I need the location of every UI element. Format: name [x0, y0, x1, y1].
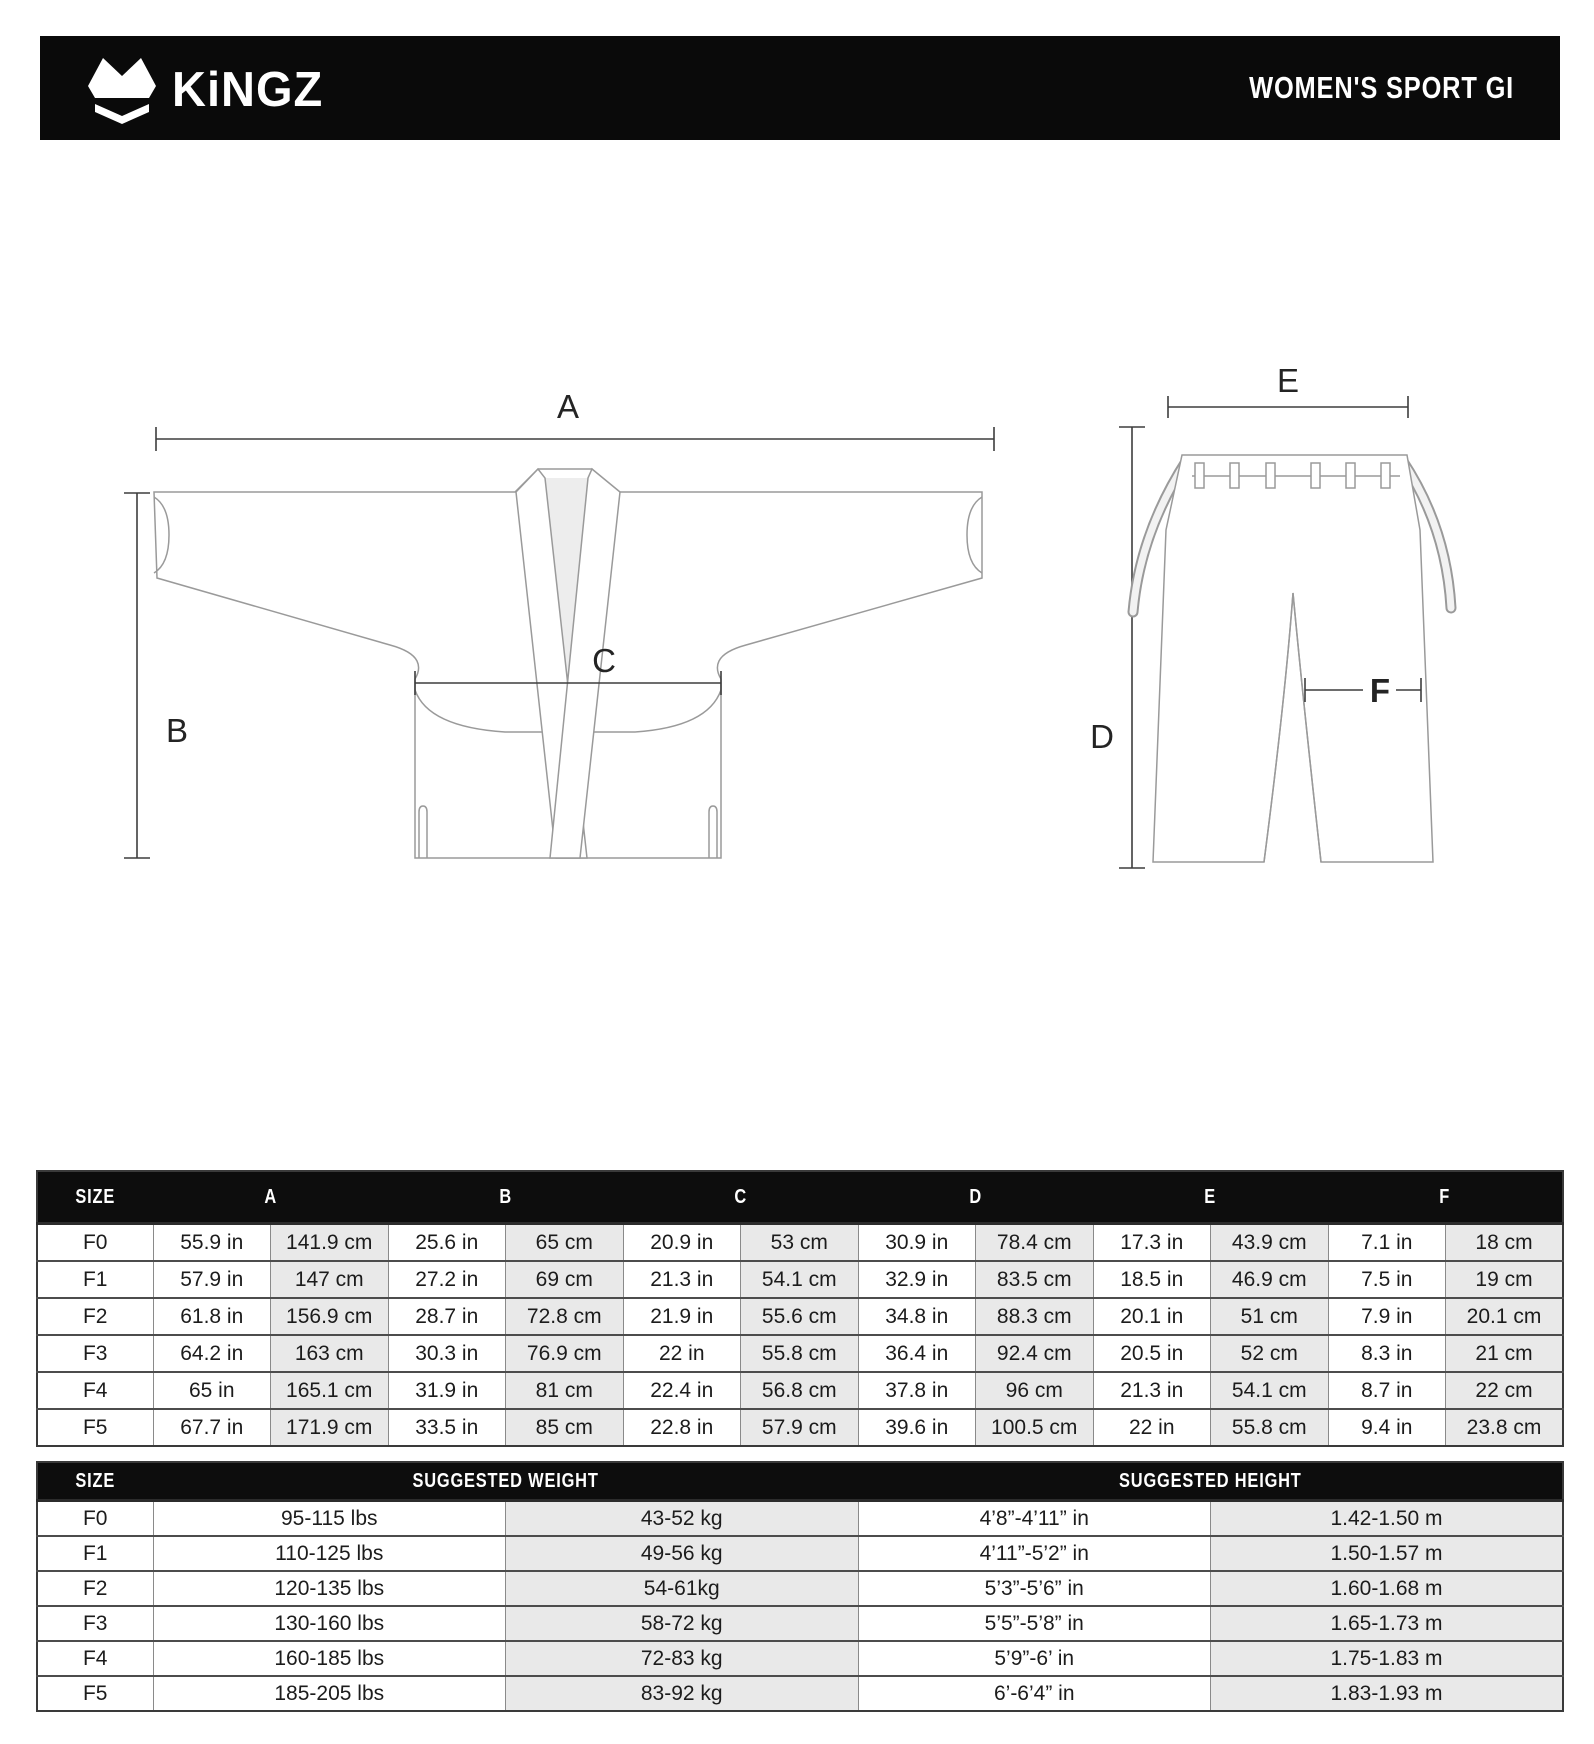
- value-cell: 43.9 cm: [1211, 1224, 1329, 1262]
- value-cell: 57.9 cm: [741, 1409, 859, 1446]
- col-header-e: E: [1093, 1171, 1328, 1224]
- size-cell: F1: [37, 1536, 153, 1571]
- value-cell: 9.4 in: [1328, 1409, 1446, 1446]
- value-cell: 156.9 cm: [271, 1298, 389, 1335]
- size-table-row: [37, 1261, 1563, 1298]
- value-cell: 52 cm: [1211, 1335, 1329, 1372]
- gi-measurement-diagram: [0, 300, 1594, 950]
- value-cell: 1.60-1.68 m: [1211, 1571, 1564, 1606]
- value-cell: 1.75-1.83 m: [1211, 1641, 1564, 1676]
- value-cell: 165.1 cm: [271, 1372, 389, 1409]
- crown-icon: [86, 50, 158, 126]
- value-cell: 160-185 lbs: [153, 1641, 506, 1676]
- value-cell: 61.8 in: [153, 1298, 271, 1335]
- fit-col-header-height: SUGGESTED HEIGHT: [858, 1462, 1563, 1501]
- value-cell: 1.50-1.57 m: [1211, 1536, 1564, 1571]
- value-cell: 54-61kg: [506, 1571, 859, 1606]
- brand-name: KiNGZ: [172, 60, 324, 116]
- value-cell: 64.2 in: [153, 1335, 271, 1372]
- size-table-header-row: [37, 1171, 1563, 1224]
- value-cell: 100.5 cm: [976, 1409, 1094, 1446]
- value-cell: 43-52 kg: [506, 1501, 859, 1537]
- value-cell: 72.8 cm: [506, 1298, 624, 1335]
- size-cell: F3: [37, 1335, 153, 1372]
- value-cell: 32.9 in: [858, 1261, 976, 1298]
- value-cell: 54.1 cm: [1211, 1372, 1329, 1409]
- value-cell: 54.1 cm: [741, 1261, 859, 1298]
- value-cell: 1.42-1.50 m: [1211, 1501, 1564, 1537]
- value-cell: 1.83-1.93 m: [1211, 1676, 1564, 1711]
- value-cell: 51 cm: [1211, 1298, 1329, 1335]
- size-measurements-table: [36, 1170, 1564, 1447]
- size-table-row: [37, 1224, 1563, 1262]
- size-table-section: [36, 1170, 1564, 1447]
- header-bar: [40, 36, 1560, 140]
- size-cell: F0: [37, 1224, 153, 1262]
- size-cell: F5: [37, 1676, 153, 1711]
- jacket-drawing: [124, 388, 994, 858]
- value-cell: 57.9 in: [153, 1261, 271, 1298]
- fit-table-row: [37, 1501, 1563, 1537]
- fit-table-row: [37, 1536, 1563, 1571]
- value-cell: 65 in: [153, 1372, 271, 1409]
- pants-label-f: F: [1369, 672, 1391, 709]
- value-cell: 49-56 kg: [506, 1536, 859, 1571]
- value-cell: 8.7 in: [1328, 1372, 1446, 1409]
- size-cell: F0: [37, 1501, 153, 1537]
- size-table-row: [37, 1409, 1563, 1446]
- fit-table-section: [36, 1461, 1564, 1712]
- value-cell: 7.5 in: [1328, 1261, 1446, 1298]
- value-cell: 30.9 in: [858, 1224, 976, 1262]
- value-cell: 7.1 in: [1328, 1224, 1446, 1262]
- value-cell: 6’-6’4” in: [858, 1676, 1211, 1711]
- col-header-c: C: [623, 1171, 858, 1224]
- value-cell: 21 cm: [1446, 1335, 1564, 1372]
- size-cell: F2: [37, 1571, 153, 1606]
- col-header-size: SIZE: [37, 1171, 153, 1224]
- value-cell: 18 cm: [1446, 1224, 1564, 1262]
- fit-table-row: [37, 1676, 1563, 1711]
- size-cell: F4: [37, 1372, 153, 1409]
- fit-table-row: [37, 1606, 1563, 1641]
- value-cell: 96 cm: [976, 1372, 1094, 1409]
- value-cell: 34.8 in: [858, 1298, 976, 1335]
- value-cell: 78.4 cm: [976, 1224, 1094, 1262]
- brand-logo: [86, 50, 323, 126]
- value-cell: 120-135 lbs: [153, 1571, 506, 1606]
- pants-outline: [1153, 455, 1433, 862]
- value-cell: 147 cm: [271, 1261, 389, 1298]
- value-cell: 21.3 in: [623, 1261, 741, 1298]
- size-table-row: [37, 1298, 1563, 1335]
- pants-drawing: [1090, 362, 1451, 868]
- size-cell: F5: [37, 1409, 153, 1446]
- value-cell: 17.3 in: [1093, 1224, 1211, 1262]
- size-cell: F1: [37, 1261, 153, 1298]
- value-cell: 85 cm: [506, 1409, 624, 1446]
- value-cell: 22 in: [623, 1335, 741, 1372]
- value-cell: 65 cm: [506, 1224, 624, 1262]
- jacket-label-b: B: [165, 712, 189, 749]
- value-cell: 56.8 cm: [741, 1372, 859, 1409]
- value-cell: 23.8 cm: [1446, 1409, 1564, 1446]
- value-cell: 92.4 cm: [976, 1335, 1094, 1372]
- value-cell: 4’11”-5’2” in: [858, 1536, 1211, 1571]
- col-header-a: A: [153, 1171, 388, 1224]
- value-cell: 5’9”-6’ in: [858, 1641, 1211, 1676]
- jacket-label-a: A: [556, 388, 580, 425]
- value-cell: 27.2 in: [388, 1261, 506, 1298]
- size-cell: F3: [37, 1606, 153, 1641]
- value-cell: 7.9 in: [1328, 1298, 1446, 1335]
- value-cell: 5’3”-5’6” in: [858, 1571, 1211, 1606]
- value-cell: 83-92 kg: [506, 1676, 859, 1711]
- value-cell: 22.8 in: [623, 1409, 741, 1446]
- value-cell: 18.5 in: [1093, 1261, 1211, 1298]
- value-cell: 83.5 cm: [976, 1261, 1094, 1298]
- value-cell: 88.3 cm: [976, 1298, 1094, 1335]
- pants-label-d: D: [1090, 718, 1114, 755]
- value-cell: 55.8 cm: [1211, 1409, 1329, 1446]
- value-cell: 25.6 in: [388, 1224, 506, 1262]
- value-cell: 185-205 lbs: [153, 1676, 506, 1711]
- fit-table-row: [37, 1571, 1563, 1606]
- value-cell: 33.5 in: [388, 1409, 506, 1446]
- value-cell: 19 cm: [1446, 1261, 1564, 1298]
- size-cell: F4: [37, 1641, 153, 1676]
- size-table-row: [37, 1335, 1563, 1372]
- col-header-d: D: [858, 1171, 1093, 1224]
- fit-col-header-size: SIZE: [37, 1462, 153, 1501]
- col-header-f: F: [1328, 1171, 1563, 1224]
- value-cell: 95-115 lbs: [153, 1501, 506, 1537]
- value-cell: 141.9 cm: [271, 1224, 389, 1262]
- value-cell: 46.9 cm: [1211, 1261, 1329, 1298]
- value-cell: 55.9 in: [153, 1224, 271, 1262]
- value-cell: 39.6 in: [858, 1409, 976, 1446]
- value-cell: 76.9 cm: [506, 1335, 624, 1372]
- size-table-row: [37, 1372, 1563, 1409]
- value-cell: 22 in: [1093, 1409, 1211, 1446]
- value-cell: 20.5 in: [1093, 1335, 1211, 1372]
- value-cell: 69 cm: [506, 1261, 624, 1298]
- value-cell: 36.4 in: [858, 1335, 976, 1372]
- value-cell: 31.9 in: [388, 1372, 506, 1409]
- value-cell: 22.4 in: [623, 1372, 741, 1409]
- size-cell: F2: [37, 1298, 153, 1335]
- value-cell: 163 cm: [271, 1335, 389, 1372]
- value-cell: 5’5”-5’8” in: [858, 1606, 1211, 1641]
- value-cell: 72-83 kg: [506, 1641, 859, 1676]
- value-cell: 130-160 lbs: [153, 1606, 506, 1641]
- col-header-b: B: [388, 1171, 623, 1224]
- fit-col-header-weight: SUGGESTED WEIGHT: [153, 1462, 858, 1501]
- value-cell: 81 cm: [506, 1372, 624, 1409]
- value-cell: 110-125 lbs: [153, 1536, 506, 1571]
- suggested-fit-table: [36, 1461, 1564, 1712]
- value-cell: 21.3 in: [1093, 1372, 1211, 1409]
- pants-label-e: E: [1276, 362, 1300, 399]
- value-cell: 58-72 kg: [506, 1606, 859, 1641]
- jacket-label-c: C: [592, 642, 616, 679]
- value-cell: 28.7 in: [388, 1298, 506, 1335]
- value-cell: 8.3 in: [1328, 1335, 1446, 1372]
- value-cell: 1.65-1.73 m: [1211, 1606, 1564, 1641]
- value-cell: 20.1 cm: [1446, 1298, 1564, 1335]
- value-cell: 20.1 in: [1093, 1298, 1211, 1335]
- value-cell: 4’8”-4’11” in: [858, 1501, 1211, 1537]
- value-cell: 55.8 cm: [741, 1335, 859, 1372]
- value-cell: 21.9 in: [623, 1298, 741, 1335]
- value-cell: 30.3 in: [388, 1335, 506, 1372]
- value-cell: 22 cm: [1446, 1372, 1564, 1409]
- page-title: WOMEN'S SPORT GI: [1249, 70, 1514, 105]
- value-cell: 20.9 in: [623, 1224, 741, 1262]
- fit-table-row: [37, 1641, 1563, 1676]
- value-cell: 53 cm: [741, 1224, 859, 1262]
- value-cell: 171.9 cm: [271, 1409, 389, 1446]
- fit-table-header-row: [37, 1462, 1563, 1501]
- value-cell: 67.7 in: [153, 1409, 271, 1446]
- value-cell: 55.6 cm: [741, 1298, 859, 1335]
- value-cell: 37.8 in: [858, 1372, 976, 1409]
